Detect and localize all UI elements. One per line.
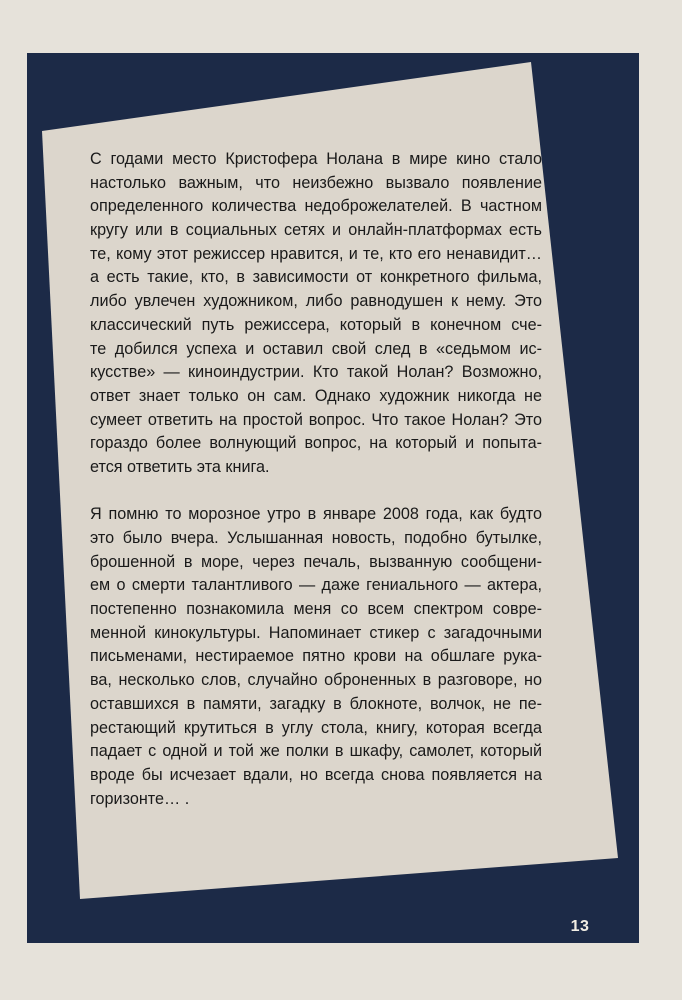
text-line: ем о смерти талантливого — даже гениального — актера, bbox=[90, 576, 542, 595]
text-line: это было вчера. Услышанная новость, подобно бутылке, bbox=[90, 529, 542, 547]
text-line: С годами место Кристофера Нолана в мире кино стало bbox=[90, 150, 542, 168]
page-number: 13 bbox=[570, 918, 590, 935]
text-line: падает с одной и той же полки в шкафу, самолет, который bbox=[90, 742, 542, 761]
text-line: ва, несколько слов, случайно оброненных в разговоре, но bbox=[90, 671, 542, 690]
text-line: а есть такие, кто, в зависимости от конкретного фильма, bbox=[90, 268, 542, 287]
text-line: брошенной в море, через печаль, вызванную сообщени- bbox=[90, 552, 542, 571]
text-line: рестающий крутиться в углу стола, книгу, которая всегда bbox=[90, 718, 542, 737]
text-line: определенного количества недоброжелателей. В частном bbox=[90, 197, 542, 216]
text-line: Я помню то морозное утро в январе 2008 года, как будто bbox=[90, 505, 542, 524]
paragraph-gap bbox=[90, 480, 542, 504]
text-line: оставшихся в памяти, загадку в блокноте, волчок, не пе- bbox=[90, 694, 542, 713]
text-line: либо увлечен художником, либо равнодушен к нему. Это bbox=[90, 292, 542, 311]
text-line: гораздо более волнующий вопрос, на который и попыта- bbox=[90, 434, 542, 453]
text-line: ется ответить эта книга. bbox=[90, 457, 270, 476]
text-line: кругу или в социальных сетях и онлайн-платформах есть bbox=[90, 221, 542, 240]
text-line: те добился успеха и оставил свой след в «седьмом ис- bbox=[90, 339, 542, 358]
text-line: сумеет ответить на простой вопрос. Что такое Нолан? Это bbox=[90, 410, 542, 429]
text-line: настолько важным, что неизбежно вызвало появление bbox=[90, 173, 542, 192]
text-line: классический путь режиссера, который в конечном сче- bbox=[90, 315, 542, 334]
text-line: горизонте… . bbox=[90, 789, 190, 808]
text-line: менной кинокультуры. Напоминает стикер с загадочными bbox=[90, 623, 542, 642]
paragraph bbox=[90, 503, 542, 811]
text-line: кусстве» — киноиндустрии. Кто такой Нолан? Возможно, bbox=[90, 363, 542, 382]
text-line: постепенно познакомила меня со всем спектром совре- bbox=[90, 600, 542, 619]
text-line: те, кому этот режиссер нравится, и те, кто его ненавидит… bbox=[90, 244, 542, 263]
text-line: вроде бы исчезает вдали, но всегда снова появляется на bbox=[90, 765, 542, 784]
body-text bbox=[90, 148, 542, 811]
text-line: ответ знает только он сам. Однако художник никогда не bbox=[90, 386, 542, 405]
text-line: письменами, нестираемое пятно крови на обшлаге рука- bbox=[90, 647, 542, 666]
paragraph bbox=[90, 148, 542, 480]
